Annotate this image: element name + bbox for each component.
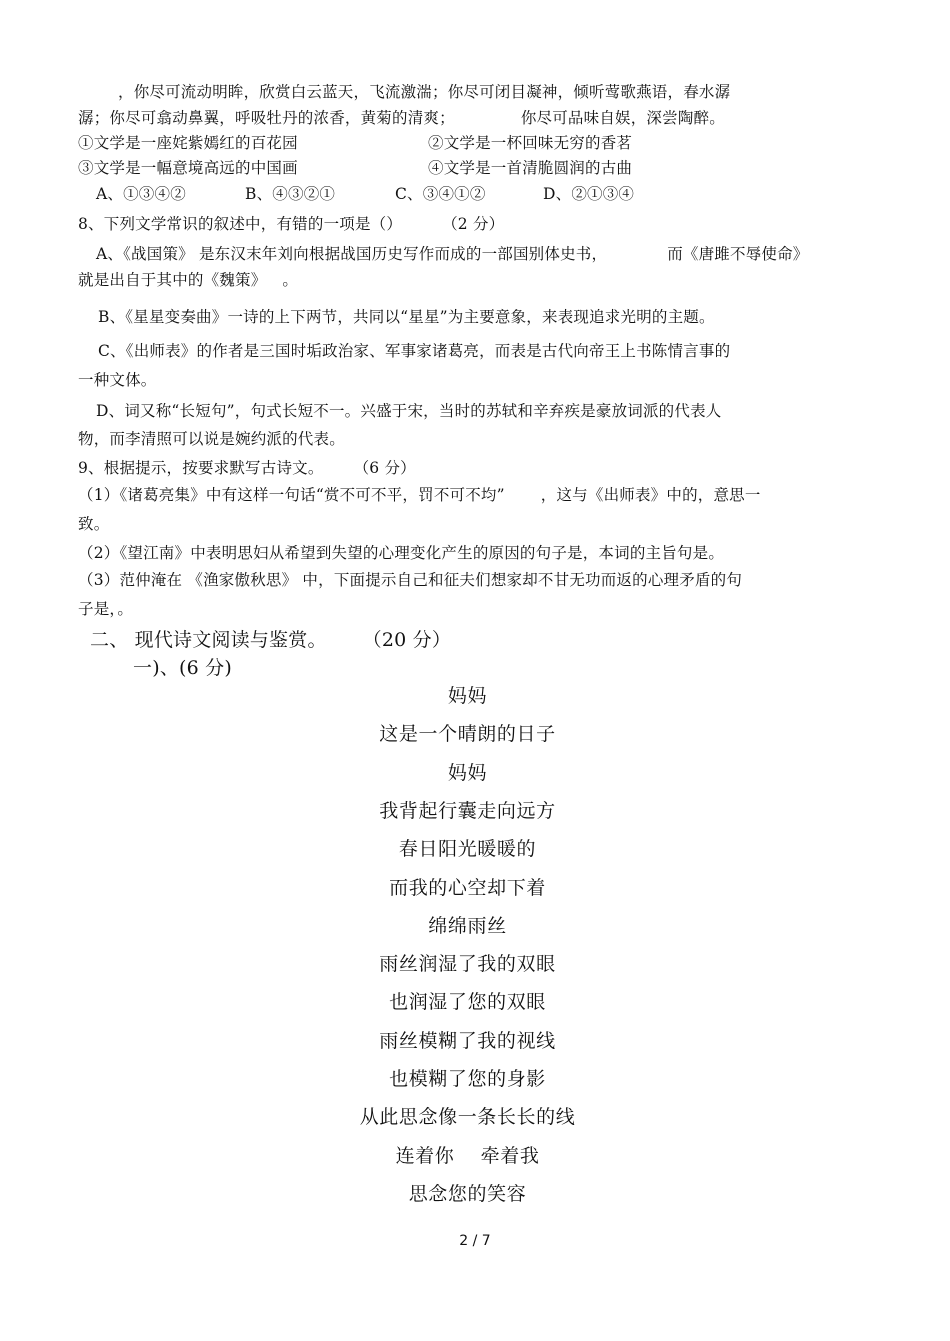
poem-line: 妈妈 xyxy=(447,685,488,707)
q9-stem-text: 9、根据提示，按要求默写古诗文。 xyxy=(78,459,324,477)
poem-line: 而我的心空却下着 xyxy=(389,877,546,899)
q7-line-1: ，你尽可流动明眸，欣赏白云蓝天，飞流激湍；你尽可闭目凝神，倾听莺歌燕语，春水潺 xyxy=(118,83,731,101)
q9-part-1-line-1 xyxy=(78,485,761,505)
poem-line: 春日阳光暖暖的 xyxy=(398,838,537,860)
q8-stem xyxy=(78,214,504,234)
q7-option-2: ②文学是一杯回味无穷的香茗 xyxy=(428,134,633,152)
q7-line-2a: 潺；你尽可翕动鼻翼，呼吸牡丹的浓香，黄菊的清爽； xyxy=(78,109,455,127)
q7-option-1: ①文学是一座姹紫嫣红的百花园 xyxy=(78,134,298,152)
q7-option-3: ③文学是一幅意境高远的中国画 xyxy=(78,159,298,177)
q8-option-b: B、《星星变奏曲》一诗的上下两节，共同以“星星”为主要意象，来表现追求光明的主题。 xyxy=(98,308,715,326)
q7-line-2 xyxy=(78,108,725,128)
section-2-score: （20 分） xyxy=(362,629,452,651)
q7-option-4: ④文学是一首清脆圆润的古曲 xyxy=(428,159,633,177)
q7-choice-b: B、④③②① xyxy=(245,185,336,203)
q9-part-3-line-2: 子是，。 xyxy=(78,600,134,618)
section-2-title-text: 二、 现代诗文阅读与鉴赏。 xyxy=(90,629,327,651)
q9-part-2: （2）《望江南》中表明思妇从希望到失望的心理变化产生的原因的句子是，本词的主旨句是。 xyxy=(78,544,725,562)
poem-line: 我背起行囊走向远方 xyxy=(379,800,556,822)
q9-part-1-text-a: （1）《诸葛亮集》中有这样一句话“赏不可不平，罚不可不均” xyxy=(78,486,505,504)
poem-line: 雨丝润湿了我的双眼 xyxy=(379,953,556,975)
q7-choice-a: A、①③④② xyxy=(96,185,186,203)
poem-line: 思念您的笑容 xyxy=(408,1183,527,1205)
q8-option-d-line-1: D、词又称“长短句”，句式长短不一。兴盛于宋，当时的苏轼和辛弃疾是豪放词派的代表人 xyxy=(96,402,722,420)
q9-stem xyxy=(78,458,416,478)
q8-option-c-line-1: C、《出师表》的作者是三国时垢政治家、军事家诸葛亮，而表是古代向帝王上书陈情言事的 xyxy=(98,342,731,360)
q7-line-2b: 你尽可品味自娱，深尝陶醉。 xyxy=(520,109,725,127)
section-2-title xyxy=(90,628,451,652)
poem-line: 也润湿了您的双眼 xyxy=(389,991,546,1013)
q9-part-1-line-2: 致。 xyxy=(78,515,110,533)
poem-line: 雨丝模糊了我的视线 xyxy=(379,1030,556,1052)
q8-stem-text: 8、下列文学常识的叙述中，有错的一项是（） xyxy=(78,215,403,233)
q8-option-a-line-2-end: 。 xyxy=(282,271,299,289)
q8-option-a-text-b: 而《唐雎不辱使命》 xyxy=(667,245,809,263)
page-number: 2 / 7 xyxy=(459,1233,491,1249)
section-2-subsection: 一)、(6 分) xyxy=(133,657,232,679)
q9-part-3-line-1: （3）范仲淹在 《渔家傲秋思》 中，下面提示自己和征夫们想家却不甘无功而返的心理矛盾的句 xyxy=(78,571,743,589)
poem-line: 绵绵雨丝 xyxy=(428,915,507,937)
poem-line: 妈妈 xyxy=(447,762,488,784)
q9-part-1-text-b: ，这与《出师表》中的，意思一 xyxy=(540,486,761,504)
q8-option-a-line-1 xyxy=(96,244,809,264)
q9-score: （6 分） xyxy=(353,459,416,477)
q8-score: （2 分） xyxy=(442,215,505,233)
poem-line: 也模糊了您的身影 xyxy=(389,1068,546,1090)
q8-option-a-line-2 xyxy=(78,270,298,290)
poem-line: 从此思念像一条长长的线 xyxy=(359,1106,576,1128)
poem-line: 连着你 牵着我 xyxy=(395,1145,540,1167)
q8-option-a-line-2-text: 就是出自于其中的《魏策》 xyxy=(78,271,267,289)
q7-choice-c: C、③④①② xyxy=(395,185,486,203)
q8-option-d-line-2: 物，而李清照可以说是婉约派的代表。 xyxy=(78,430,345,448)
q7-choice-d: D、②①③④ xyxy=(543,185,635,203)
q8-option-c-line-2: 一种文体。 xyxy=(78,371,157,389)
q8-option-a-text: A、《战国策》 是东汉末年刘向根据战国历史写作而成的一部国别体史书， xyxy=(96,245,608,263)
poem-line: 这是一个晴朗的日子 xyxy=(379,723,556,745)
